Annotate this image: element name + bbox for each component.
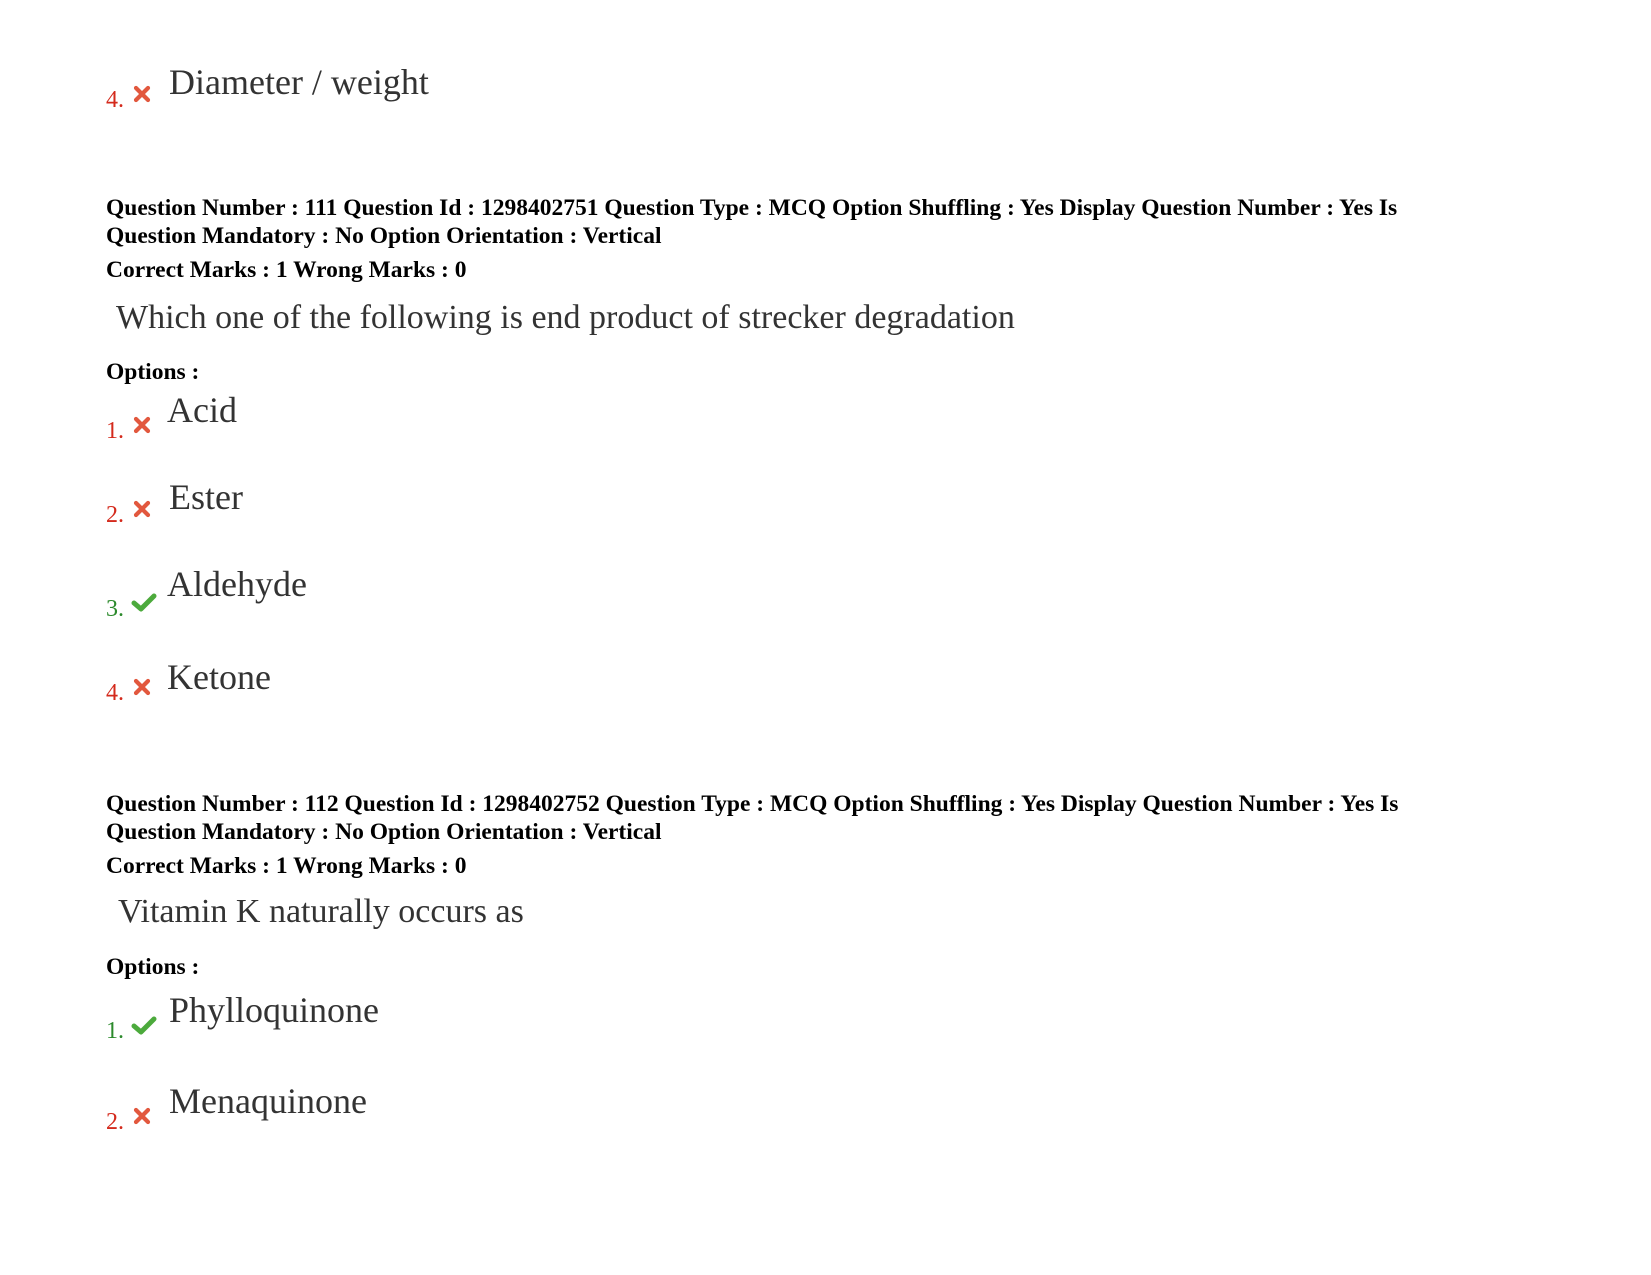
options-label: Options :	[106, 359, 200, 385]
option-number: 3.	[106, 596, 124, 622]
cross-icon	[131, 676, 155, 700]
option-number: 2.	[106, 1109, 124, 1135]
option-text: Diameter / weight	[169, 62, 429, 102]
question-meta-line2: Question Mandatory : No Option Orientation : Vertical	[106, 819, 662, 845]
question-meta-line2: Question Mandatory : No Option Orientation : Vertical	[106, 223, 662, 249]
option-number: 1.	[106, 1018, 124, 1044]
question-text: Which one of the following is end product of strecker degradation	[116, 299, 1015, 336]
cross-icon	[131, 414, 155, 438]
check-icon	[131, 591, 155, 615]
option-text: Ketone	[167, 657, 271, 697]
option-text: Phylloquinone	[169, 990, 380, 1030]
check-icon	[131, 1014, 155, 1038]
marks-line: Correct Marks : 1 Wrong Marks : 0	[106, 257, 467, 283]
question-text: Vitamin K naturally occurs as	[118, 893, 524, 930]
marks-line: Correct Marks : 1 Wrong Marks : 0	[106, 853, 467, 879]
option-number: 4.	[106, 680, 124, 706]
option-number: 1.	[106, 418, 124, 444]
question-meta-line1: Question Number : 111 Question Id : 1298402751 Question Type : MCQ Option Shuffling : Yes Display Question Number : Yes Is	[106, 195, 1398, 221]
question-meta-line1: Question Number : 112 Question Id : 1298402752 Question Type : MCQ Option Shuffling : Yes Display Question Number : Yes Is	[106, 791, 1399, 817]
option-text: Aldehyde	[167, 564, 307, 604]
cross-icon	[131, 83, 155, 107]
cross-icon	[131, 498, 155, 522]
option-number: 2.	[106, 502, 124, 528]
cross-icon	[131, 1105, 155, 1129]
options-label: Options :	[106, 954, 200, 980]
option-text: Menaquinone	[169, 1081, 367, 1121]
option-text: Acid	[167, 390, 237, 430]
option-number: 4.	[106, 87, 124, 113]
option-text: Ester	[169, 477, 243, 517]
